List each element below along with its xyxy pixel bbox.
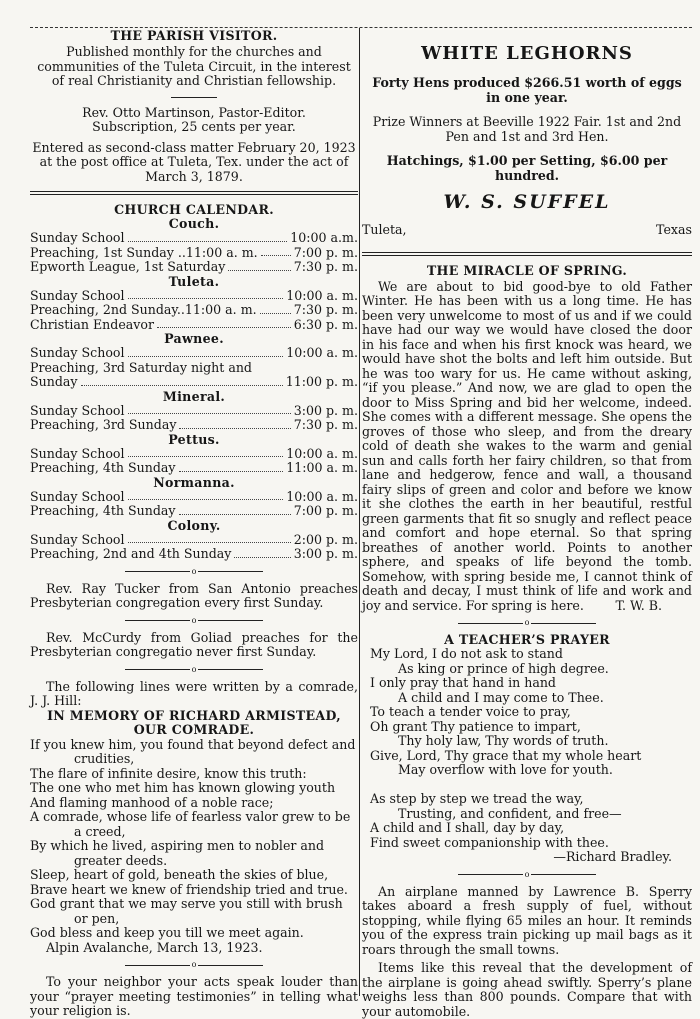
dot-leader (261, 246, 291, 257)
calendar-entry-label: Preaching, 4th Sunday (30, 460, 176, 475)
calendar-entry-time: 10:00 a. m. (286, 287, 358, 303)
ornament-rule: o (30, 666, 358, 674)
calendar-place-heading: Colony. (167, 517, 221, 533)
calendar-entry-label: Sunday School (30, 402, 125, 418)
prayer-line: Find sweet companionship with thee. (370, 834, 609, 850)
double-rule (362, 252, 692, 256)
ornament-rule: o (362, 619, 692, 627)
right-column (362, 0, 692, 1019)
calendar-entry-label: Epworth League, 1st Saturday (30, 259, 226, 274)
calendar-entry (30, 231, 358, 246)
calendar-entry (30, 447, 358, 462)
church-calendar (30, 217, 358, 562)
calendar-entry (30, 504, 358, 519)
memorial-line: And flaming manhood of a noble race; (30, 794, 274, 810)
dot-leader (128, 289, 284, 300)
memorial-intro: The following lines were written by a comrade, J. J. Hill: (30, 678, 358, 708)
airplane-paragraph-2: Items like this reveal that the development of the airplane is going ahead swiftly. Sperry’s plane weighs less than 800 pounds. Compare that with your automobile. (362, 960, 692, 1019)
column-divider (359, 28, 360, 996)
dot-leader (128, 346, 284, 357)
prayer-line: To teach a tender voice to pray, (370, 704, 571, 719)
editor-line: Rev. Otto Martinson, Pastor-Editor. (82, 104, 306, 120)
left-column (30, 0, 358, 1018)
calendar-entry-time: 3:00 p. m. (293, 402, 358, 418)
memorial-line: Sleep, heart of gold, beneath the skies of blue, (30, 867, 329, 882)
calendar-entry (30, 260, 358, 275)
prayer-line: Trusting, and confident, and free— (398, 805, 622, 821)
calendar-entry-label: Christian Endeavor (30, 316, 155, 332)
calendar-place-heading: Tuleta. (168, 273, 220, 289)
calendar-entry-time: 7:30 p. m. (293, 259, 358, 274)
prayer-line (370, 778, 692, 793)
calendar-entry (30, 303, 358, 318)
dot-leader (157, 318, 291, 329)
memorial-line: The one who met him has known glowing youth (30, 780, 336, 795)
memorial-poem (30, 738, 358, 941)
calendar-title: CHURCH CALENDAR. (114, 202, 274, 217)
calendar-entry-label: Preaching, 2nd Sunday..11:00 a. m. (30, 302, 257, 317)
calendar-entry (30, 246, 358, 261)
ad-city: Tuleta, (362, 222, 407, 237)
calendar-entry-label: Preaching, 3rd Sunday (30, 417, 177, 432)
short-rule (171, 97, 217, 98)
prayer-line: May overflow with love for youth. (398, 762, 613, 777)
masthead-title: THE PARISH VISITOR. (110, 28, 278, 43)
calendar-entry-time: 6:30 p. m. (293, 316, 358, 332)
calendar-entry-label: Preaching, 2nd and 4th Sunday (30, 546, 232, 561)
spring-initials: T. W. B. (615, 597, 662, 613)
neighbor-notice: To your neighbor your acts speak louder than your “prayer meeting testimonies” in telling what your religion is. (30, 974, 358, 1018)
dot-leader (81, 375, 283, 386)
dot-leader (179, 461, 284, 472)
calendar-place-heading: Normanna. (153, 474, 235, 490)
dot-leader (128, 231, 288, 242)
prayer-title: A TEACHER’S PRAYER (444, 632, 610, 647)
ad-title: WHITE LEGHORNS (421, 43, 633, 64)
dot-leader (128, 533, 291, 544)
dot-leader (179, 504, 291, 515)
ad-line-hatchings: Hatchings, $1.00 per Setting, $6.00 per hundred. (386, 153, 668, 183)
prayer-line: As king or prince of high degree. (398, 660, 609, 676)
calendar-place-heading: Couch. (168, 216, 220, 231)
memorial-title: IN MEMORY OF RICHARD ARMISTEAD, OUR COMRADE. (47, 707, 341, 737)
calendar-entry (30, 361, 358, 376)
dot-leader (179, 418, 290, 429)
calendar-entry (30, 346, 358, 361)
memorial-line: A comrade, whose life of fearless valor grew to be a creed, (30, 809, 351, 839)
calendar-entry-time: 7:00 p. m. (293, 244, 358, 260)
calendar-entry (30, 418, 358, 433)
ornament-rule: o (30, 568, 358, 576)
memorial-line: God bless and keep you till we meet again. (30, 925, 304, 940)
calendar-entry (30, 375, 358, 390)
calendar-entry-time: 10:00 a. m. (286, 488, 358, 504)
prayer-line: My Lord, I do not ask to stand (370, 646, 563, 661)
airplane-paragraph-1: An airplane manned by Lawrence B. Sperry takes aboard a fresh supply of fuel, without stopping, while flying 65 miles an hour. It reminds you of the express train picking up mail bags as it roars through the small towns. (362, 883, 692, 957)
calendar-entry-time: 10:00 a. m. (286, 445, 358, 461)
prayer-line: Oh grant Thy patience to impart, (370, 718, 581, 734)
calendar-entry (30, 461, 358, 476)
calendar-entry (30, 289, 358, 304)
memorial-line: God grant that we may serve you still with brush or pen, (30, 896, 343, 926)
calendar-entry-time: 11:00 a. m. (286, 460, 358, 475)
calendar-entry-label: Sunday School (30, 531, 125, 547)
prayer-line: As step by step we tread the way, (370, 791, 584, 806)
prayer-line: A child and I shall, day by day, (370, 820, 565, 835)
calendar-entry-label: Preaching, 3rd Saturday night and (30, 359, 252, 375)
prayer-line: Give, Lord, Thy grace that my whole heart (370, 747, 642, 763)
calendar-entry-time: 2:00 p. m. (293, 531, 358, 547)
double-rule (30, 191, 358, 195)
calendar-entry-time: 7:30 p. m. (293, 417, 358, 432)
calendar-entry-label: Sunday School (30, 345, 125, 360)
mccurdy-notice: Rev. McCurdy from Goliad preaches for the Presbyterian congregatio never first Sunday. (30, 629, 358, 659)
calendar-entry-label: Sunday School (30, 287, 125, 303)
entered-notice: Entered as second-class matter February 20, 1923 at the post office at Tuleta, Tex. under the act of March 3, 1879. (32, 139, 356, 184)
calendar-entry-label: Preaching, 4th Sunday (30, 503, 176, 518)
ad-line-eggs: Forty Hens produced $266.51 worth of eggs in one year. (372, 75, 682, 105)
calendar-entry-time: 3:00 p. m. (293, 546, 358, 561)
calendar-place-heading: Mineral. (162, 388, 226, 404)
dot-leader (228, 260, 290, 271)
calendar-place-heading: Pettus. (168, 431, 220, 447)
calendar-entry-time: 10:00 a.m. (290, 230, 358, 245)
dot-leader (128, 490, 284, 501)
ad-state: Texas (656, 222, 692, 237)
spring-title: THE MIRACLE OF SPRING. (426, 262, 628, 278)
calendar-entry (30, 404, 358, 419)
prayer-line: A child and I may come to Thee. (398, 689, 604, 705)
prayer-line: I only pray that hand in hand (370, 675, 556, 690)
memorial-line: The flare of infinite desire, know this truth: (30, 765, 307, 781)
dot-leader (234, 547, 290, 558)
ornament-rule: o (362, 871, 692, 879)
calendar-entry-time: 10:00 a. m. (286, 345, 358, 360)
calendar-entry-label: Sunday School (30, 230, 125, 245)
calendar-place-heading: Pawnee. (164, 331, 224, 346)
dot-leader (260, 303, 291, 314)
ornament-rule: o (30, 961, 358, 969)
calendar-entry-label: Sunday (30, 374, 78, 389)
calendar-entry-time: 7:00 p. m. (293, 503, 358, 518)
memorial-line: If you knew him, you found that beyond defect and crudities, (30, 736, 356, 766)
memorial-line: By which he lived, aspiring men to nobler and greater deeds. (30, 838, 325, 868)
calendar-entry-label: Preaching, 1st Sunday ..11:00 a. m. (30, 244, 258, 260)
ornament-rule: o (30, 617, 358, 625)
calendar-entry (30, 547, 358, 562)
spring-body: We are about to bid good-bye to old Father Winter. He has been with us a long time. He has been very unwelcome to most of us and if we could have had our way we would have closed the door in his face and when his first knock was heard, we would have shot the bolts and left him outside. But he was too wary for us. He came without asking, “if you please.” And now, we are glad to open the door to Miss Spring and bid her welcome, indeed. She comes with a different message. She opens the groves of those who sleep, and from the dreary cold of death she wakes to the warm and genial sun and calls forth her fairy children, so that from lane and hedgerow, fence and wall, a thousand fairy slips of green and color and before we know it she clothes the earth in her beautiful, restful green garments that fit so snugly and reflect peace and comfort and hope eternal. So that spring breathes of another world. Points to another sphere, and speaks of life beyond the tomb. Somehow, with spring beside me, I cannot think of death and decay, I must think of life and work and joy and service. For spring is here. (362, 278, 692, 613)
tucker-notice: Rev. Ray Tucker from San Antonio preaches Presbyterian congregation every first Sunday. (30, 580, 358, 610)
advertiser-name: W. S. SUFFEL (443, 191, 611, 213)
masthead-description: Published monthly for the churches and communities of the Tuleta Circuit, in the interest of real Christianity and Christian fellowship. (37, 44, 351, 88)
subscription-line: Subscription, 25 cents per year. (92, 119, 296, 134)
dot-leader (128, 404, 291, 415)
memorial-source: Alpin Avalanche, March 13, 1923. (46, 939, 263, 955)
memorial-line: Brave heart we knew of friendship tried and true. (30, 881, 348, 897)
calendar-entry-time: 7:30 p. m. (293, 302, 358, 317)
prayer-poem (362, 647, 692, 850)
calendar-entry (30, 318, 358, 333)
ad-line-prizes: Prize Winners at Beeville 1922 Fair. 1st and 2nd Pen and 1st and 3rd Hen. (372, 114, 682, 144)
prayer-author: —Richard Bradley. (553, 849, 672, 864)
calendar-entry (30, 490, 358, 505)
calendar-entry-label: Sunday School (30, 488, 125, 504)
dot-leader (128, 447, 284, 458)
prayer-line: Thy holy law, Thy words of truth. (398, 733, 609, 748)
calendar-entry-time: 11:00 p. m. (285, 374, 358, 389)
ad-location (362, 223, 692, 238)
calendar-entry-label: Sunday School (30, 445, 125, 461)
calendar-entry (30, 533, 358, 548)
